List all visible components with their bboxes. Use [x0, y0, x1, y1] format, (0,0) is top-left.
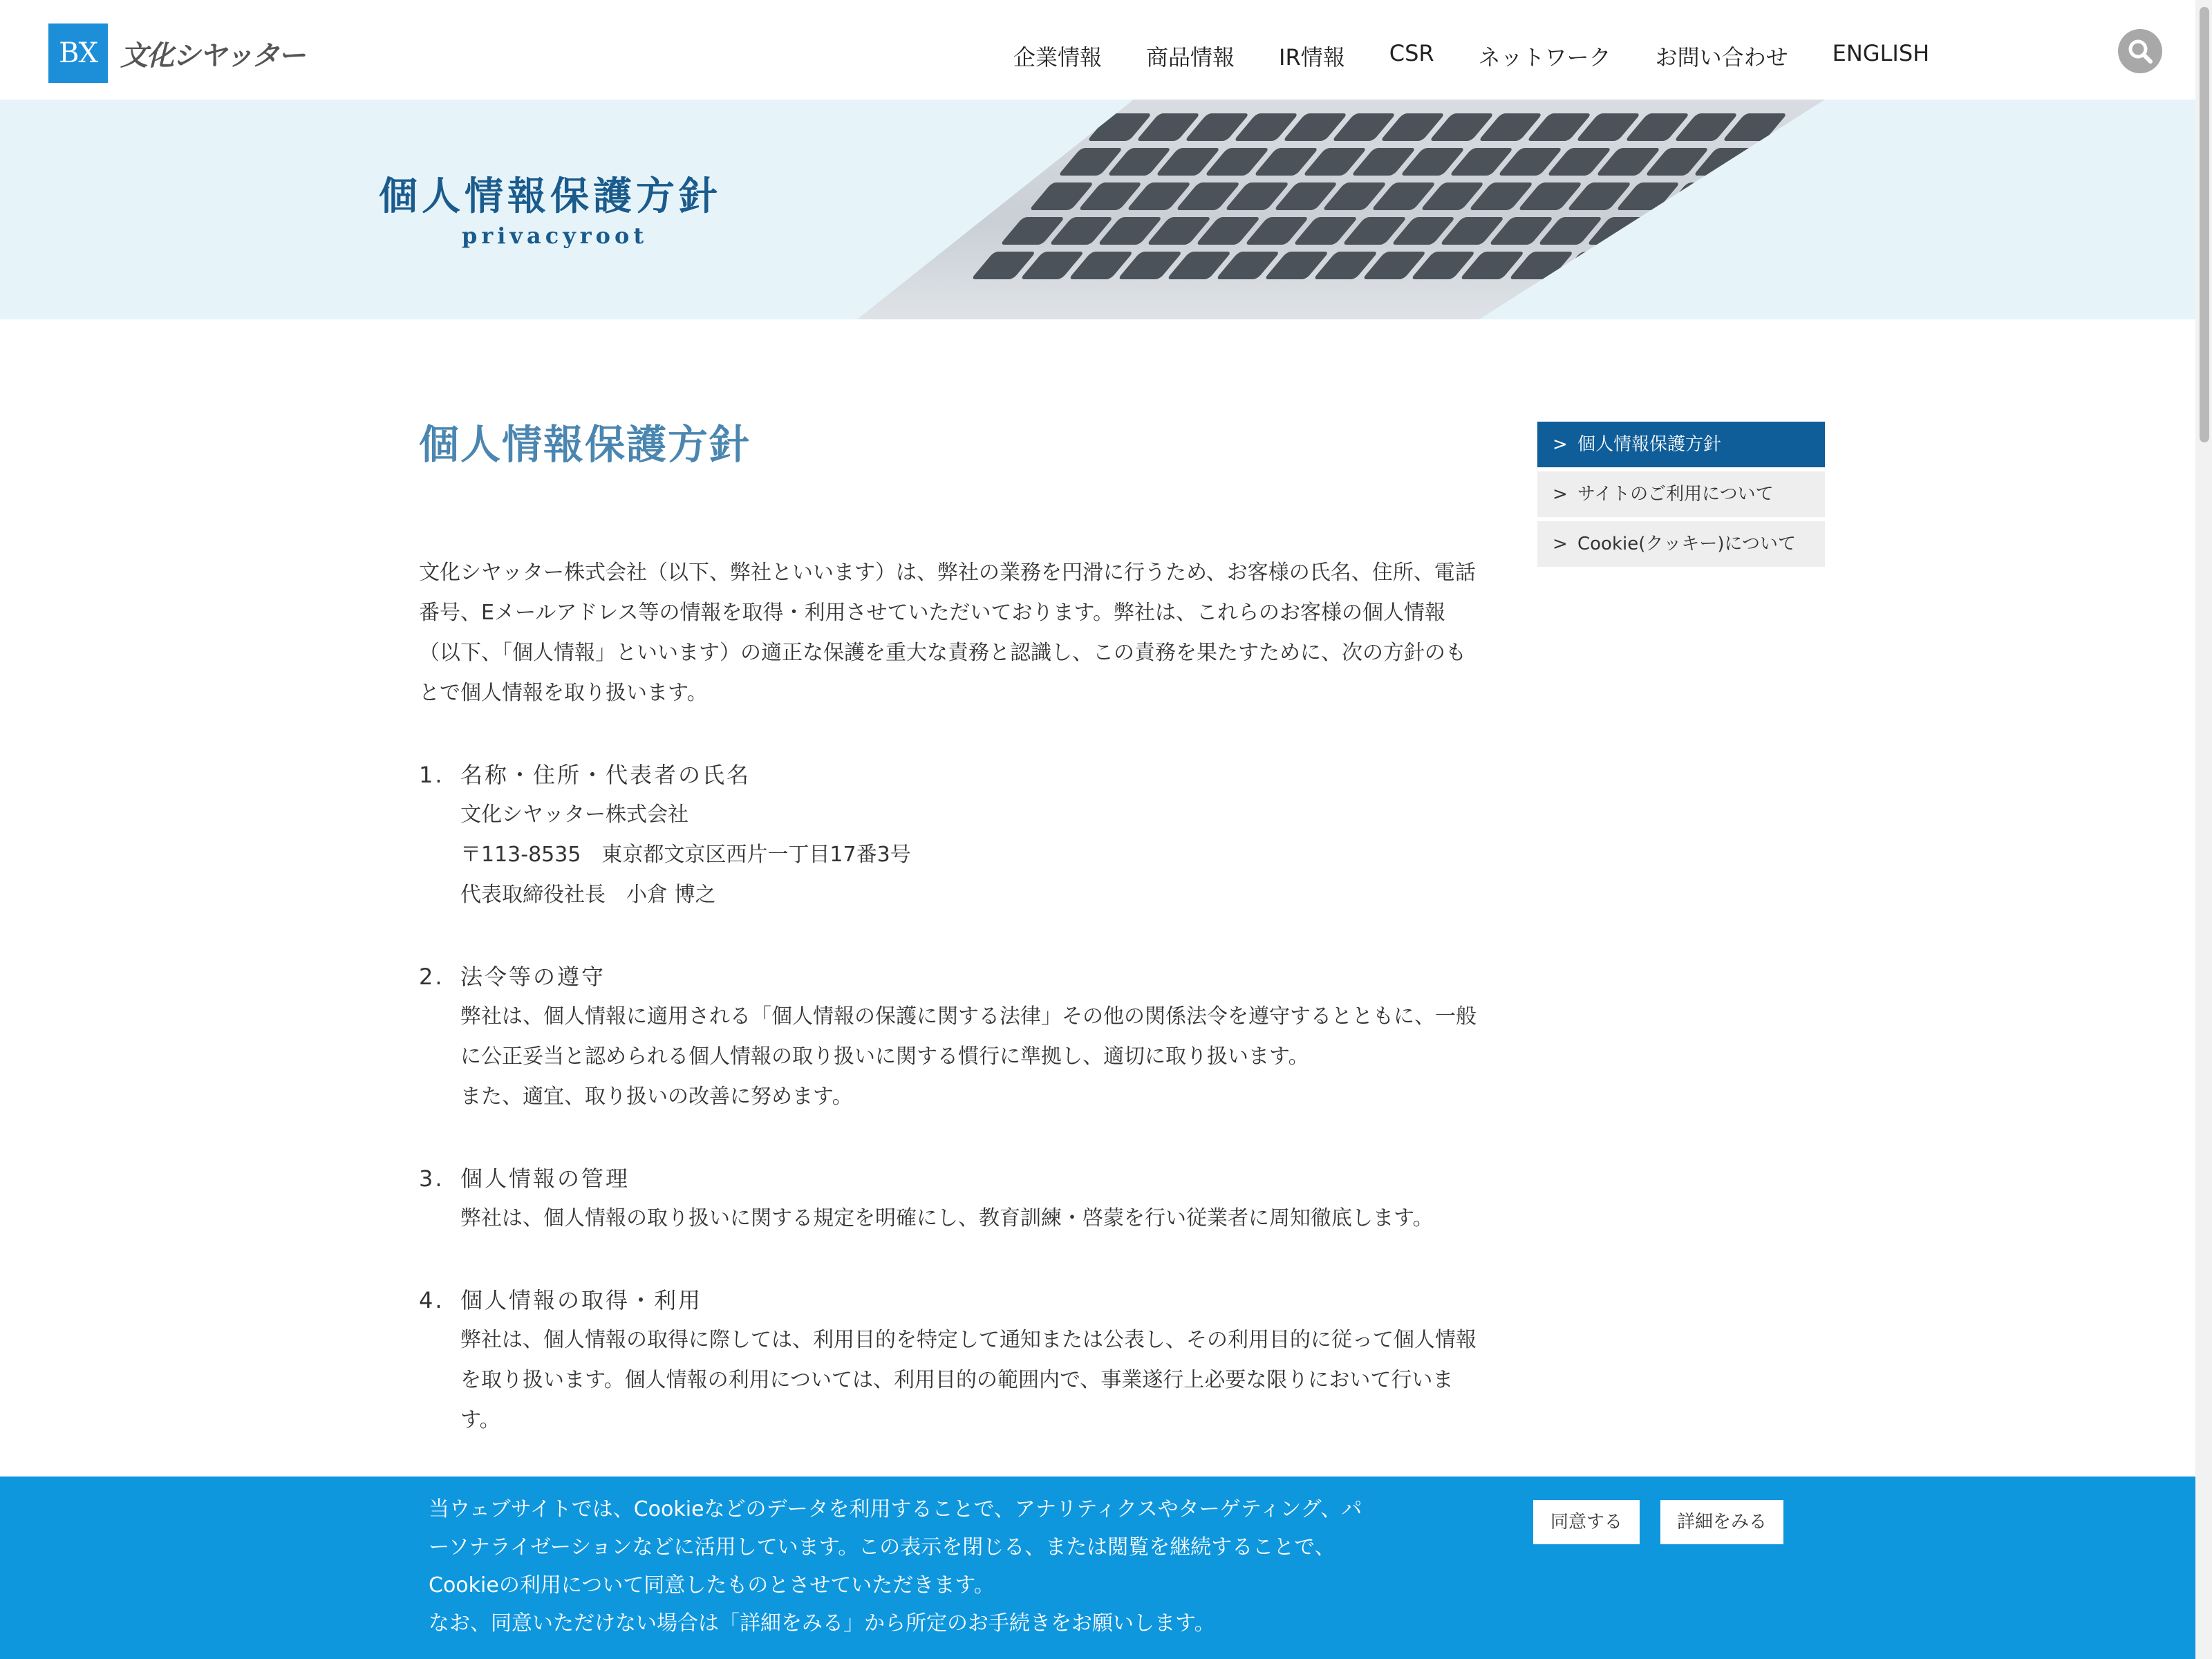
- chevron-right-icon: >: [1553, 534, 1568, 554]
- section-heading: [419, 755, 1483, 795]
- chevron-right-icon: >: [1553, 434, 1568, 455]
- cookie-message-line: Cookieの利用について同意したものとさせていただきます。: [429, 1573, 995, 1597]
- company-address: 〒113-8535 東京都文京区西片一丁目17番3号: [460, 843, 911, 867]
- hero-subtitle: privacyroot: [462, 223, 648, 249]
- cookie-message-line: ーソナライゼーションなどに活用しています。この表示を閉じる、または閲覧を継続することで、: [429, 1535, 1335, 1559]
- sidebar-item-label: 個人情報保護方針: [1577, 434, 1722, 455]
- section-heading: [419, 957, 1483, 997]
- nav-item-corporate[interactable]: 企業情報: [1013, 44, 1103, 71]
- sidebar-item-cookie[interactable]: [1537, 521, 1825, 567]
- policy-section: [419, 755, 1483, 915]
- company-name: 文化シヤッター株式会社: [460, 803, 688, 827]
- scrollbar-thumb[interactable]: [2200, 7, 2209, 442]
- section-title: 名称・住所・代表者の氏名: [460, 762, 751, 788]
- policy-section: [419, 1280, 1483, 1441]
- nav-item-contact[interactable]: お問い合わせ: [1655, 44, 1788, 71]
- hero-banner: [0, 100, 2212, 319]
- site-header: [0, 0, 2212, 100]
- cookie-message-line: 当ウェブサイトでは、Cookieなどのデータを利用することで、アナリティクスやターゲティング、パ: [429, 1497, 1362, 1521]
- policy-section: [419, 957, 1483, 1117]
- intro-paragraph: 文化シヤッター株式会社（以下、弊社といいます）は、弊社の業務を円滑に行うため、お客様の氏名、住所、電話番号、Eメールアドレス等の情報を取得・利用させていただいております。弊社は、これらのお客様の個人情報（以下、「個人情報」といいます）の適正な保護を重大な責務と認識し、この責務を果たすために、次の方針のもとで個人情報を取り扱います。: [419, 561, 1476, 705]
- section-title: 個人情報の管理: [460, 1165, 630, 1192]
- company-logo[interactable]: [48, 24, 304, 83]
- search-button[interactable]: [2118, 29, 2162, 73]
- policy-section: [419, 1159, 1483, 1239]
- cookie-agree-button[interactable]: 同意する: [1533, 1500, 1640, 1544]
- global-nav: [1013, 40, 1929, 72]
- cookie-message-line: なお、同意いただけない場合は「詳細をみる」から所定のお手続きをお願いします。: [429, 1611, 1215, 1635]
- section-body: [419, 1320, 1483, 1441]
- section-body: [419, 997, 1483, 1117]
- company-representative: 代表取締役社長 小倉 博之: [460, 883, 716, 907]
- search-icon: [2126, 37, 2154, 65]
- keyboard-key: [1606, 252, 1671, 279]
- section-heading: [419, 1159, 1483, 1199]
- laptop-keyboard-image: [857, 100, 1825, 319]
- hero-title: 個人情報保護方針: [379, 174, 722, 219]
- sidebar-nav: [1537, 422, 1825, 571]
- page-title: 個人情報保護方針: [419, 421, 751, 468]
- section-text: 弊社は、個人情報の取得に際しては、利用目的を特定して通知または公表し、その利用目的に従って個人情報を取り扱います。個人情報の利用については、利用目的の範囲内で、事業遂行上必要な限りにおいて行います。: [460, 1328, 1477, 1432]
- section-number: 3.: [419, 1165, 444, 1192]
- main-content: [419, 412, 1483, 1441]
- section-text: 弊社は、個人情報に適用される「個人情報の保護に関する法律」その他の関係法令を遵守するとともに、一般に公正妥当と認められる個人情報の取り扱いに関する慣行に準拠し、適切に取り扱います。: [460, 1004, 1477, 1069]
- section-text: 弊社は、個人情報の取り扱いに関する規定を明確にし、教育訓練・啓蒙を行い従業者に周知徹底します。: [460, 1206, 1434, 1230]
- sidebar-item-site-usage[interactable]: [1537, 471, 1825, 517]
- keyboard-key: [1635, 217, 1700, 245]
- section-body: [419, 795, 1483, 915]
- section-heading: [419, 1280, 1483, 1320]
- cookie-details-button[interactable]: 詳細をみる: [1660, 1500, 1783, 1544]
- chevron-right-icon: >: [1553, 484, 1568, 505]
- section-body: [419, 1199, 1483, 1239]
- section-text: また、適宜、取り扱いの改善に努めます。: [460, 1085, 853, 1109]
- section-number: 1.: [419, 762, 444, 788]
- section-number: 4.: [419, 1287, 444, 1313]
- section-title: 法令等の遵守: [460, 964, 606, 990]
- section-number: 2.: [419, 964, 444, 990]
- nav-item-csr[interactable]: CSR: [1389, 40, 1434, 66]
- nav-item-ir[interactable]: IR情報: [1279, 44, 1345, 71]
- nav-item-products[interactable]: 商品情報: [1146, 44, 1235, 71]
- sidebar-item-privacy-policy[interactable]: [1537, 422, 1825, 467]
- nav-item-network[interactable]: ネットワーク: [1478, 44, 1611, 71]
- section-title: 個人情報の取得・利用: [460, 1287, 703, 1313]
- cookie-banner: [0, 1477, 2195, 1659]
- sidebar-item-label: サイトのご利用について: [1577, 484, 1774, 505]
- cookie-message: [429, 1490, 1389, 1642]
- nav-item-english[interactable]: ENGLISH: [1832, 40, 1930, 66]
- logo-mark: BX: [48, 24, 108, 83]
- logo-text: 文化シヤッター: [120, 39, 304, 72]
- sidebar-item-label: Cookie(クッキー)について: [1577, 534, 1797, 554]
